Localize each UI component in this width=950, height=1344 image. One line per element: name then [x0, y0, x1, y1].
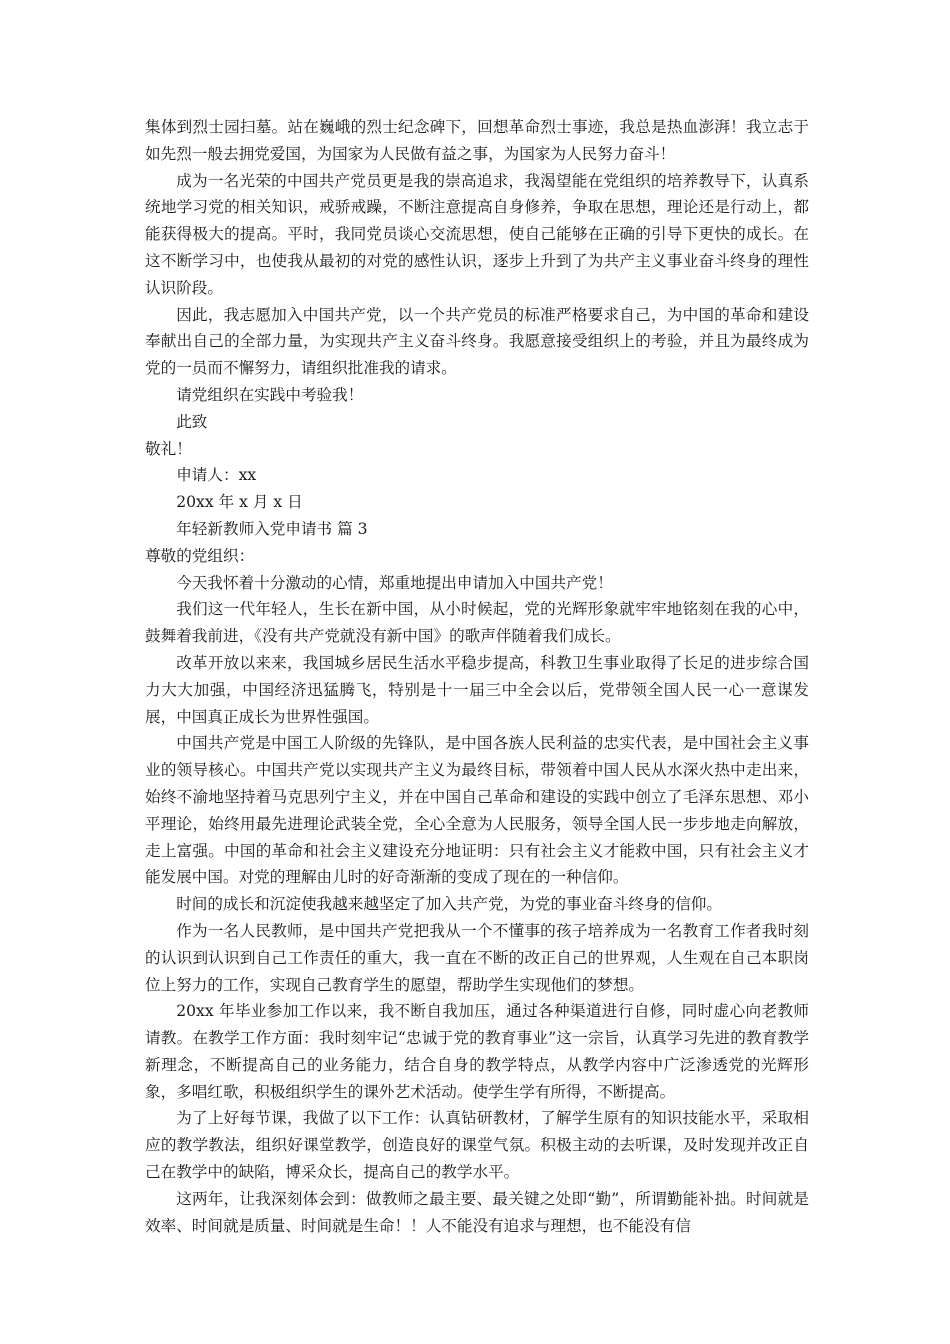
document-body: [145, 114, 809, 1239]
paragraph-party-role: 中国共产党是中国工人阶级的先锋队，是中国各族人民利益的忠实代表，是中国社会主义事业的领导核心。中国共产党以实现共产主义为最终目标，带领着中国人民从水深火热中走出来，始终不渝地坚持着马克思列宁主义，并在中国自己革命和建设的实践中创立了毛泽东思想、邓小平理论，始终用最先进理论武装全党，全心全意为人民服务，领导全国人民一步步地走向解放，走上富强。中国的革命和社会主义建设充分地证明：只有社会主义才能救中国，只有社会主义才能发展中国。对党的理解由儿时的好奇渐渐的变成了现在的一种信仰。: [145, 734, 809, 887]
paragraph-diligence: 这两年，让我深刻体会到：做教师之最主要、最关键之处即“勤”，所谓勤能补拙。时间就是效率、时间就是质量、时间就是生命！！人不能没有追求与理想，也不能没有信: [145, 1189, 809, 1235]
paragraph-generation: 我们这一代年轻人，生长在新中国，从小时候起，党的光辉形象就牢牢地铭刻在我的心中，鼓舞着我前进，《没有共产党就没有新中国》的歌声伴随着我们成长。: [145, 600, 809, 646]
paragraph-intro: 今天我怀着十分激动的心情，郑重地提出申请加入中国共产党！: [176, 573, 613, 592]
paragraph-resolve: 因此，我志愿加入中国共产党，以一个共产党员的标准严格要求自己，为中国的革命和建设奉献出自己的全部力量，为实现共产主义奋斗终身。我愿意接受组织上的考验，并且为最终成为党的一员而不懈努力，请组织批准我的请求。: [145, 305, 809, 378]
paragraph-test-request: 请党组织在实践中考验我！: [176, 385, 364, 404]
closing-regards: 敬礼！: [145, 439, 192, 458]
application-date: 20xx 年 x 月 x 日: [176, 493, 303, 512]
paragraph-teacher: 作为一名人民教师，是中国共产党把我从一个不懂事的孩子培养成为一名教育工作者我时刻的认识到认识到自己工作责任的重大，我一直在不断的改正自己的世界观，人生观在自己本职岗位上努力的工作，实现自己教育学生的愿望，帮助学生实现他们的梦想。: [145, 921, 809, 994]
applicant-signature: 申请人：xx: [176, 466, 257, 485]
paragraph-pursuit: 成为一名光荣的中国共产党员更是我的崇高追求，我渴望能在党组织的培养教导下，认真系统地学习党的相关知识，戒骄戒躁，不断注意提高自身修养，争取在思想，理论还是行动上，都能获得极大的提高。平时，我同党员谈心交流思想，使自己能够在正确的引导下更快的成长。在这不断学习中，也使我从最初的对党的感性认识，逐步上升到了为共产主义事业奋斗终身的理性认识阶段。: [145, 171, 809, 297]
closing-salutation: 此致: [176, 412, 208, 431]
paragraph-martyrs: 集体到烈士园扫墓。站在巍峨的烈士纪念碑下，回想革命烈士事迹，我总是热血澎湃！我立志于如先烈一般去拥党爱国，为国家为人民做有益之事，为国家为人民努力奋斗！: [145, 118, 809, 163]
section-title: 年轻新教师入党申请书 篇 3: [176, 519, 368, 538]
paragraph-growth: 时间的成长和沉淀使我越来越坚定了加入共产党，为党的事业奋斗终身的信仰。: [176, 895, 722, 914]
greeting: 尊敬的党组织：: [145, 546, 255, 565]
paragraph-lessons: 为了上好每节课，我做了以下工作：认真钻研教材，了解学生原有的知识技能水平，采取相应的教学教法，组织好课堂教学，创造良好的课堂气氛。积极主动的去听课，及时发现并改正自己在教学中的缺陷，博采众长，提高自己的教学水平。: [145, 1109, 809, 1182]
paragraph-work: 20xx 年毕业参加工作以来，我不断自我加压，通过各种渠道进行自修，同时虚心向老教师请教。在教学工作方面：我时刻牢记“忠诚于党的教育事业”这一宗旨，认真学习先进的教育教学新理念，不断提高自己的业务能力，结合自身的教学特点，从教学内容中广泛渗透党的光辉形象，多唱红歌，积极组织学生的课外艺术活动。使学生学有所得，不断提高。: [145, 1002, 809, 1101]
paragraph-reform: 改革开放以来来，我国城乡居民生活水平稳步提高，科教卫生事业取得了长足的进步综合国力大大加强，中国经济迅猛腾飞，特别是十一届三中全会以后，党带领全国人民一心一意谋发展，中国真正成长为世界性强国。: [145, 653, 809, 726]
